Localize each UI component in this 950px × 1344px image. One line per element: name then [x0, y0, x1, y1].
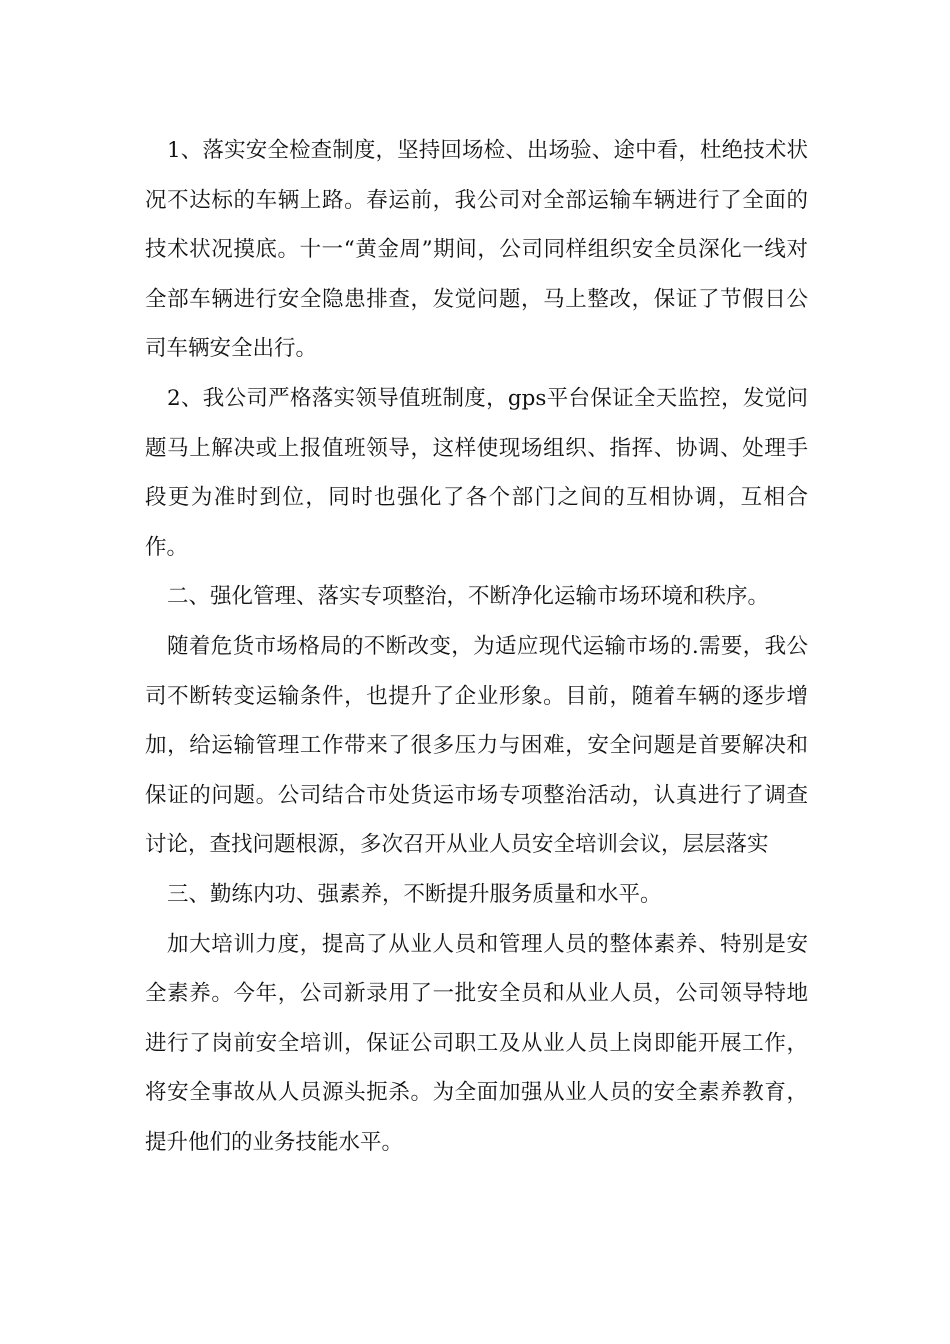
document-body: [145, 126, 808, 1167]
paragraph-market-change: 随着危货市场格局的不断改变，为适应现代运输市场的.需要，我公司不断转变运输条件，也提升了企业形象。目前，随着车辆的逐步增加，给运输管理工作带来了很多压力与困难，安全问题是首要解决和保证的问题。公司结合市处货运市场专项整治活动，认真进行了调查讨论，查找问题根源，多次召开从业人员安全培训会议，层层落实: [145, 633, 808, 858]
paragraph-duty-system: 2、我公司严格落实领导值班制度，gps平台保证全天监控，发觉问题马上解决或上报值班领导，这样使现场组织、指挥、协调、处理手段更为准时到位，同时也强化了各个部门之间的互相协调，互相合作。: [145, 385, 808, 560]
paragraph-inspection-system: 1、落实安全检查制度，坚持回场检、出场验、途中看，杜绝技术状况不达标的车辆上路。春运前，我公司对全部运输车辆进行了全面的技术状况摸底。十一“黄金周”期间，公司同样组织安全员深化一线对全部车辆进行安全隐患排查，发觉问题，马上整改，保证了节假日公司车辆安全出行。: [145, 138, 808, 362]
section-heading-management: 二、强化管理、落实专项整治，不断净化运输市场环境和秩序。: [167, 584, 770, 610]
section-heading-service-quality: 三、勤练内功、强素养，不断提升服务质量和水平。: [167, 881, 662, 907]
paragraph-training: 加大培训力度，提高了从业人员和管理人员的整体素养、特别是安全素养。今年，公司新录用了一批安全员和从业人员，公司领导特地进行了岗前安全培训，保证公司职工及从业人员上岗即能开展工作，将安全事故从人员源头扼杀。为全面加强从业人员的安全素养教育，提升他们的业务技能水平。: [145, 931, 808, 1155]
